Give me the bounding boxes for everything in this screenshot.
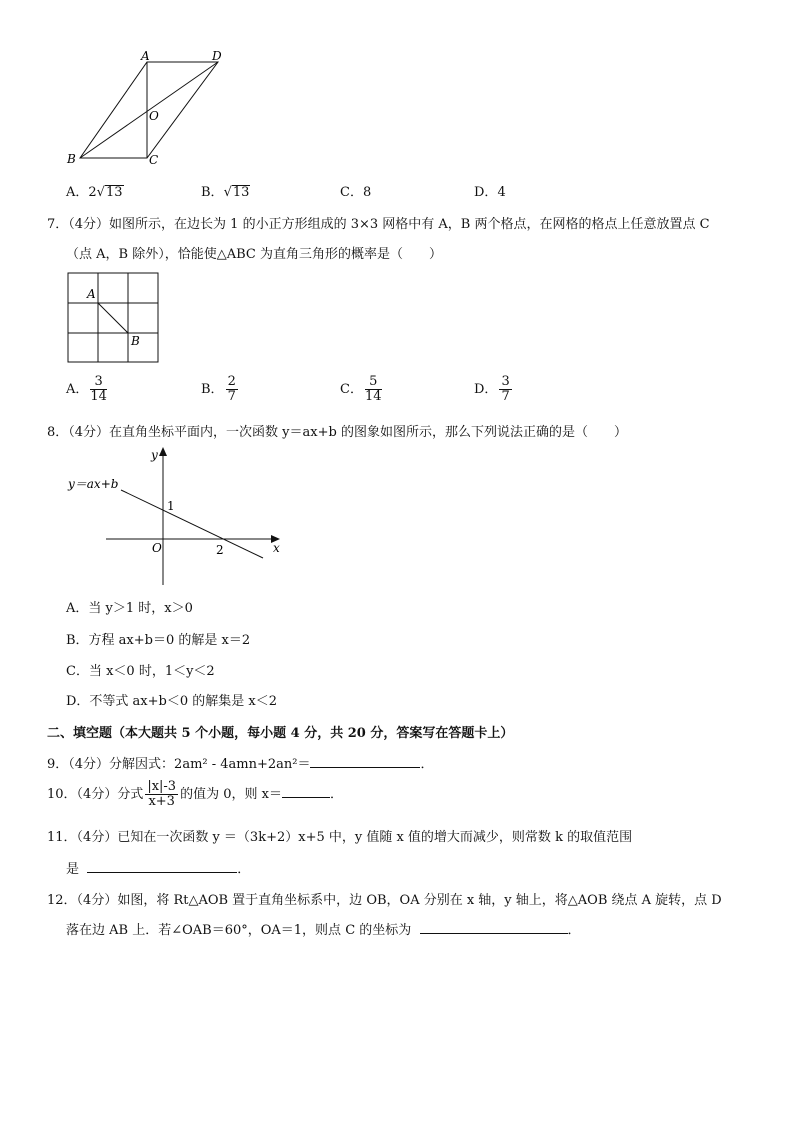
q6-parallelogram-figure (60, 50, 240, 170)
q9: 9．（4分）分解因式：2am² - 4amn+2an²＝ ． (47, 757, 434, 772)
q6-option-a[interactable]: A．2√13 (66, 185, 123, 200)
section2-title: 二、填空题（本大题共 5 个小题，每小题 4 分，共 20 分，答案写在答题卡上） (47, 726, 514, 741)
label-b: B (67, 152, 76, 166)
q8-option-a[interactable]: A．当 y＞1 时，x＞0 (66, 601, 193, 616)
sqrt-symbol: √ (96, 185, 105, 200)
label-d: D (212, 49, 222, 63)
q12-answer-blank[interactable] (420, 921, 568, 934)
q7-grid-figure (68, 273, 163, 365)
x-label: x (273, 541, 280, 555)
q10: 10．（4分）分式 $\frac{|x|-3}{x+3}$ 的值为 0，则 x＝ ． (47, 779, 343, 809)
q6-option-b[interactable]: B．√13 (201, 185, 250, 200)
q12-line2: 落在边 AB 上．若∠OAB＝60°，OA＝1，则点 C 的坐标为 ． (66, 923, 581, 938)
q7-option-b[interactable]: B． $\frac{2}{7}$ (201, 374, 236, 404)
q8-option-c[interactable]: C．当 x＜0 时，1＜y＜2 (66, 664, 215, 679)
origin-label: O (152, 541, 162, 555)
q10-answer-blank[interactable] (282, 785, 330, 798)
function-line (121, 490, 263, 558)
q6-option-c[interactable]: C．8 (340, 185, 372, 200)
y-axis-arrow (159, 447, 167, 456)
q7-stem-line2: （点 A，B 除外），恰能使△ABC 为直角三角形的概率是（ ） (66, 247, 442, 262)
x-intercept-label: 2 (216, 543, 224, 557)
q8-line-graph-figure (66, 445, 291, 590)
label-a: A (141, 49, 150, 63)
q9-answer-blank[interactable] (310, 755, 420, 768)
q7-stem-line1: 7．（4分）如图所示，在边长为 1 的小正方形组成的 3×3 网格中有 A，B 两个格点，在网格的格点上任意放置点 C (47, 217, 710, 232)
q8-option-d[interactable]: D．不等式 ax+b＜0 的解集是 x＜2 (66, 694, 277, 709)
q6-option-d[interactable]: D．4 (474, 185, 506, 200)
func-label: y＝ax+b (68, 477, 119, 491)
q12-line1: 12．（4分）如图，将 Rt△AOB 置于直角坐标系中，边 OB，OA 分别在 x 轴，y 轴上，将△AOB 绕点 A 旋转，点 D (47, 893, 722, 908)
label-o: O (149, 109, 159, 123)
q7-option-c[interactable]: C． $\frac{5}{14}$ (340, 374, 382, 404)
label-a: A (87, 287, 96, 301)
y-label: y (151, 448, 158, 462)
q7-option-d[interactable]: D． $\frac{3}{7}$ (474, 374, 510, 404)
label-c: C (149, 153, 159, 167)
y-intercept-label: 1 (167, 499, 175, 513)
q8-stem: 8．（4分）在直角坐标平面内，一次函数 y＝ax+b 的图象如图所示，那么下列说法正确的是（ ） (47, 425, 627, 440)
q11-line2: 是 ． (66, 862, 251, 877)
q11-line1: 11．（4分）已知在一次函数 y ＝（3k+2）x+5 中，y 值随 x 值的增大而减少，则常数 k 的取值范围 (47, 830, 633, 845)
segment-ab (98, 303, 128, 333)
sqrt-symbol: √ (223, 185, 232, 200)
label-b: B (131, 334, 140, 348)
q7-option-a[interactable]: A． $\frac{3}{14}$ (66, 374, 107, 404)
q8-option-b[interactable]: B．方程 ax+b＝0 的解是 x＝2 (66, 633, 251, 648)
q11-answer-blank[interactable] (87, 860, 237, 873)
